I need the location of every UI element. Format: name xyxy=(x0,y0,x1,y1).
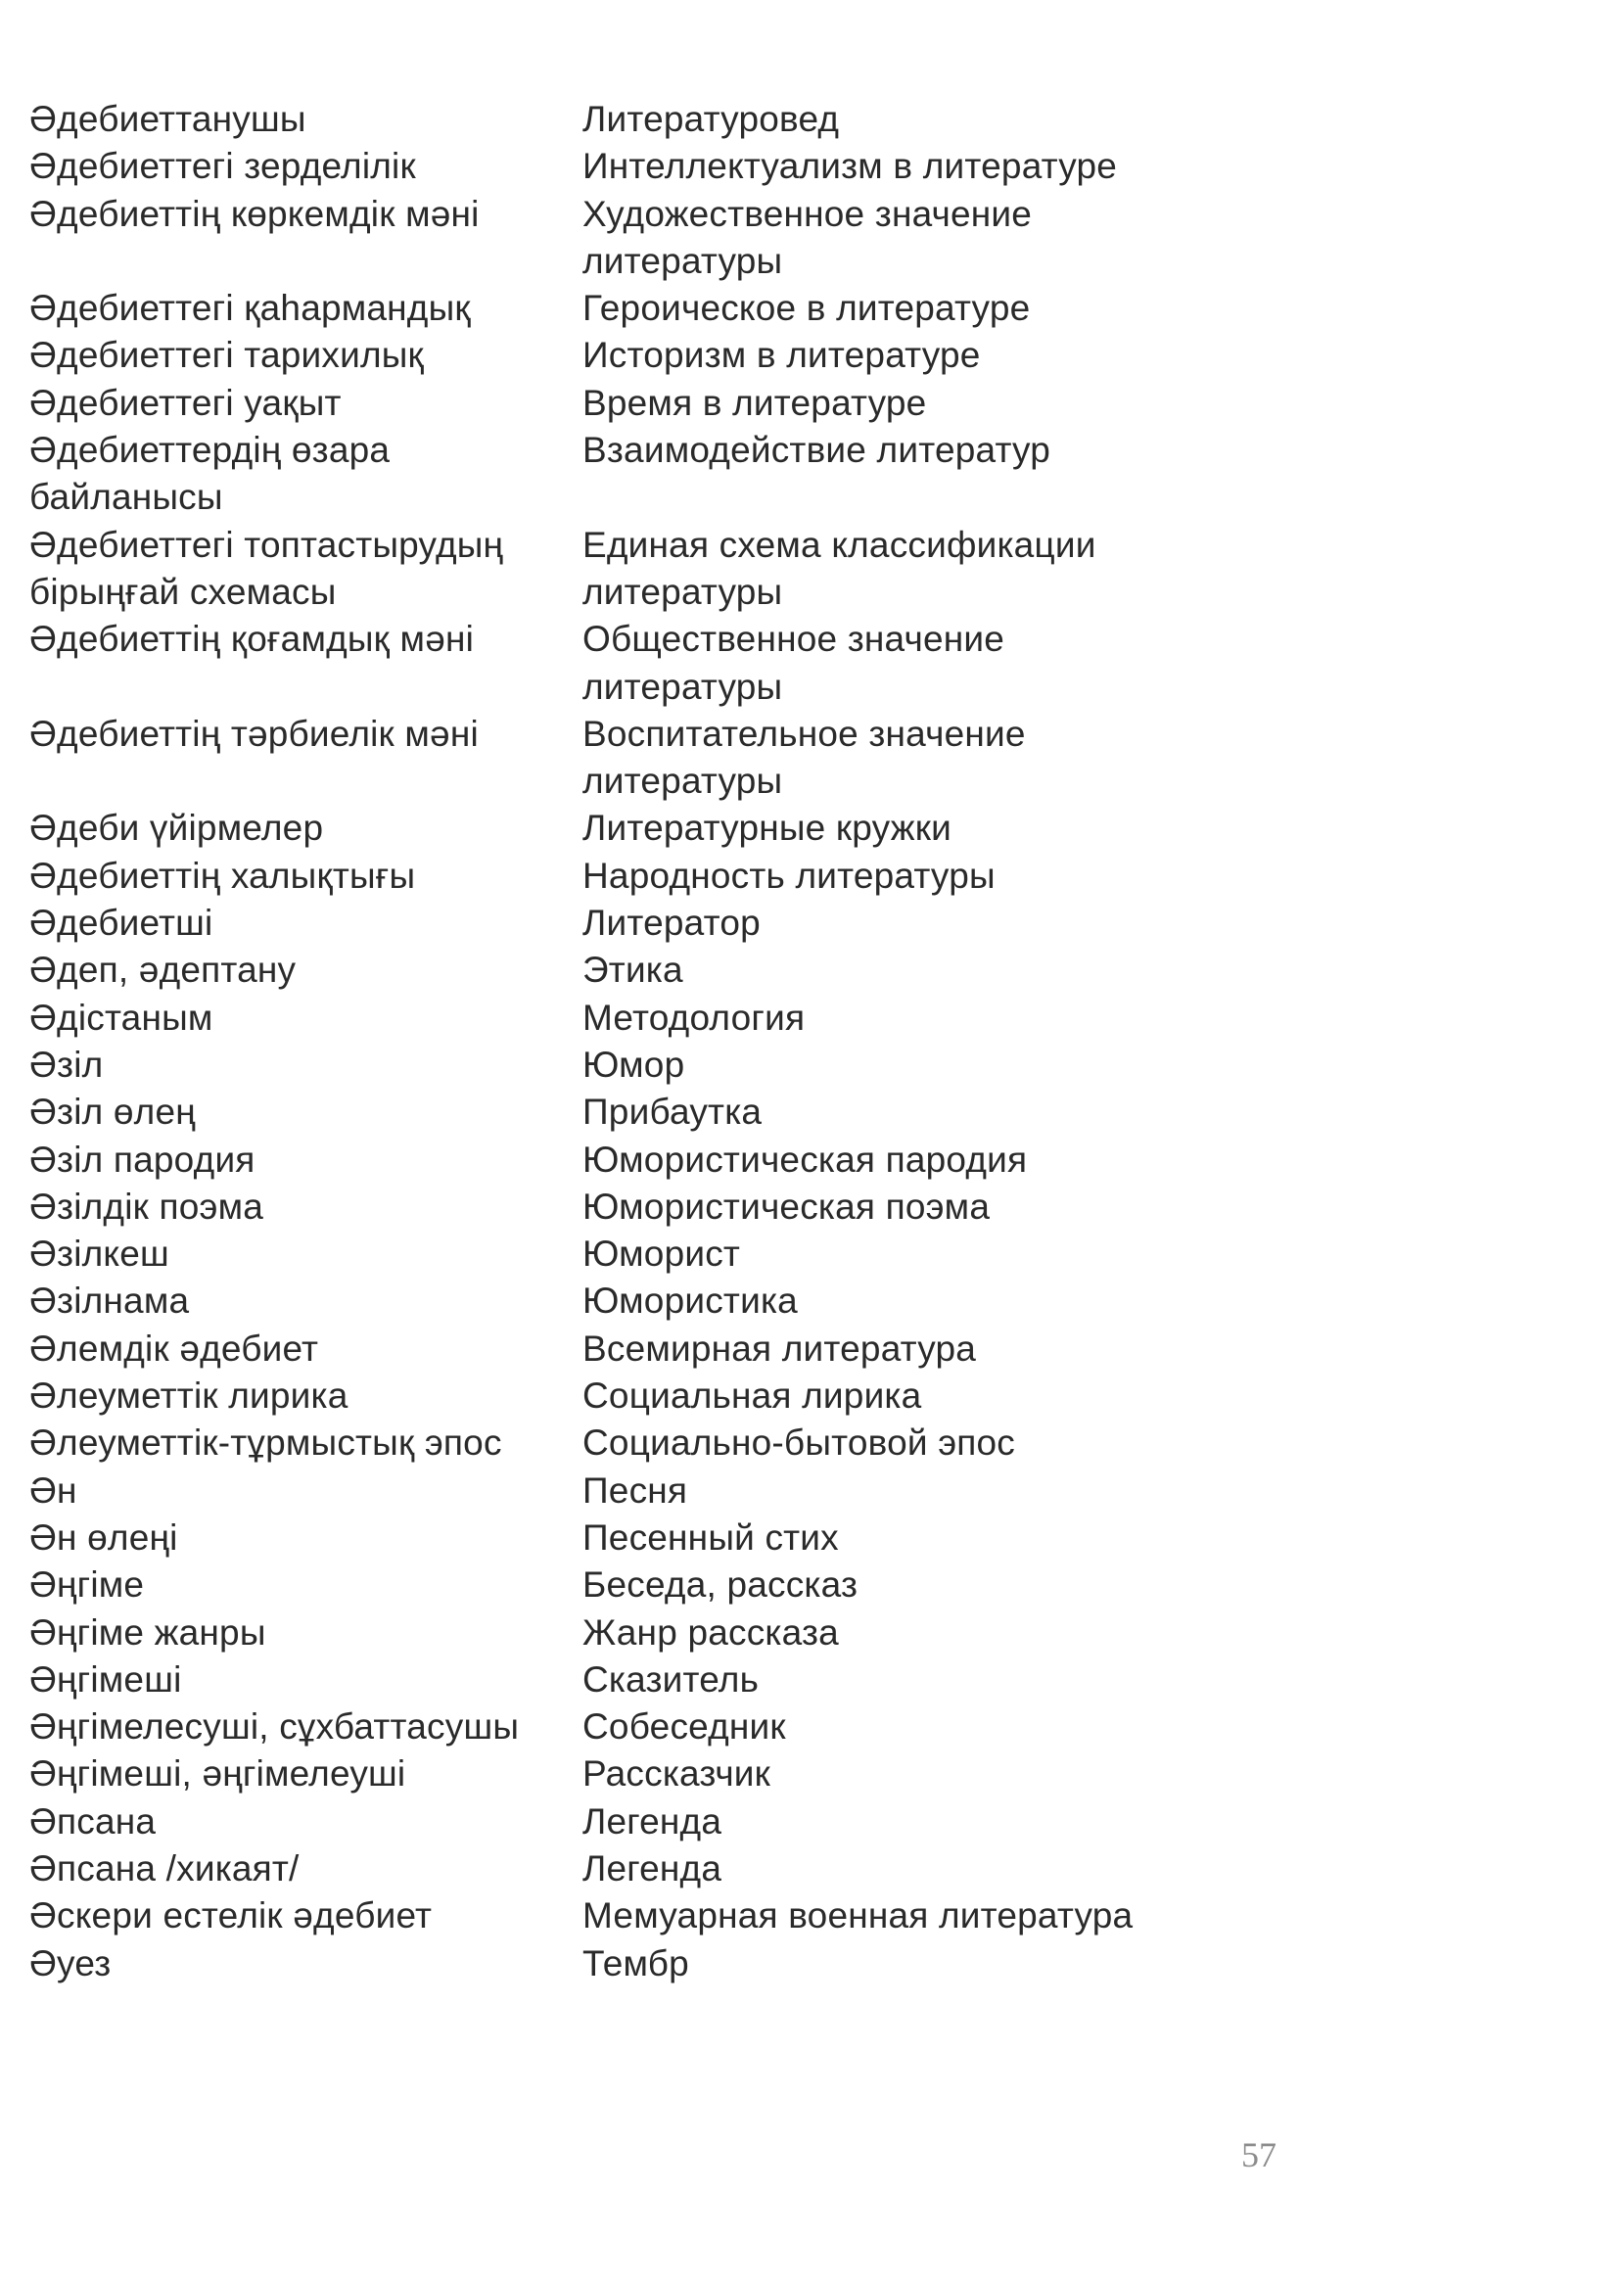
russian-translation: Легенда xyxy=(582,1847,722,1889)
glossary-entry xyxy=(29,1798,1224,1845)
kazakh-term: Әдістаным xyxy=(29,997,213,1038)
glossary-entry xyxy=(29,1137,1224,1184)
glossary-entry xyxy=(29,995,1224,1042)
kazakh-term: Әдебиеттегі зерделілік xyxy=(29,146,416,187)
russian-translation: Воспитательное значение литературы xyxy=(582,713,1026,802)
russian-translation: Общественное значение литературы xyxy=(582,619,1005,707)
kazakh-term: Әңгімелесуші, сұхбаттасушы xyxy=(29,1706,520,1748)
kazakh-term: Әдебиеттің көркемдік мәні xyxy=(29,193,480,234)
kazakh-term: Әдебиеттердің өзара байланысы xyxy=(29,430,391,518)
kazakh-term: Әпсана xyxy=(29,1800,157,1842)
glossary-entry xyxy=(29,947,1224,994)
kazakh-term: Әзілкеш xyxy=(29,1234,169,1275)
glossary-entry xyxy=(29,616,1224,711)
kazakh-term: Әдебиеттің қоғамдық мәні xyxy=(29,619,475,660)
kazakh-term: Әзіл өлең xyxy=(29,1092,196,1133)
russian-translation: Собеседник xyxy=(582,1706,786,1748)
kazakh-term: Әдебиеттегі қаһармандық xyxy=(29,288,471,329)
russian-translation: Интеллектуализм в литературе xyxy=(582,146,1118,187)
russian-translation: Единая схема классификации литературы xyxy=(582,524,1096,612)
russian-translation: Взаимодействие литератур xyxy=(582,430,1051,471)
glossary-entry xyxy=(29,427,1224,522)
kazakh-term: Әдебиетші xyxy=(29,903,213,944)
russian-translation: Мемуарная военная литература xyxy=(582,1895,1134,1936)
glossary-entry xyxy=(29,1892,1224,1939)
kazakh-term: Әдебиеттегі уақыт xyxy=(29,382,342,423)
kazakh-term: Әзіл xyxy=(29,1044,104,1085)
kazakh-term: Әдебиеттің халықтығы xyxy=(29,855,416,896)
glossary-entry xyxy=(29,711,1224,806)
russian-translation: Юмористическая поэма xyxy=(582,1186,991,1227)
russian-translation: Историзм в литературе xyxy=(582,335,981,376)
glossary-entry xyxy=(29,805,1224,852)
kazakh-term: Әзілдік поэма xyxy=(29,1186,263,1227)
page-number: 57 xyxy=(1241,2135,1276,2174)
russian-translation: Рассказчик xyxy=(582,1753,771,1795)
glossary-list xyxy=(29,96,1224,1987)
glossary-entry xyxy=(29,900,1224,947)
kazakh-term: Әдебиеттанушы xyxy=(29,99,306,139)
russian-translation: Юмористика xyxy=(582,1281,798,1322)
glossary-entry xyxy=(29,522,1224,617)
kazakh-term: Әскери естелік әдебиет xyxy=(29,1895,433,1936)
russian-translation: Методология xyxy=(582,997,806,1038)
glossary-entry xyxy=(29,380,1224,427)
kazakh-term: Әзіл пародия xyxy=(29,1139,255,1180)
glossary-entry xyxy=(29,1373,1224,1420)
glossary-entry xyxy=(29,1845,1224,1892)
russian-translation: Социальная лирика xyxy=(582,1376,922,1417)
glossary-entry xyxy=(29,191,1224,286)
glossary-entry xyxy=(29,285,1224,332)
glossary-entry xyxy=(29,1089,1224,1136)
glossary-entry xyxy=(29,332,1224,379)
glossary-entry xyxy=(29,1420,1224,1467)
glossary-entry xyxy=(29,1231,1224,1278)
glossary-entry xyxy=(29,96,1224,143)
kazakh-term: Әлемдік әдебиет xyxy=(29,1328,319,1369)
russian-translation: Всемирная литература xyxy=(582,1328,977,1369)
kazakh-term: Әңгімеші, әңгімелеуші xyxy=(29,1753,406,1795)
glossary-entry xyxy=(29,1042,1224,1089)
kazakh-term: Әдебиеттегі тарихилық xyxy=(29,335,424,376)
russian-translation: Сказитель xyxy=(582,1658,760,1700)
russian-translation: Литературовед xyxy=(582,99,840,139)
kazakh-term: Әңгіме жанры xyxy=(29,1611,266,1653)
kazakh-term: Әуез xyxy=(29,1942,112,1983)
kazakh-term: Әпсана /хикаят/ xyxy=(29,1847,300,1889)
russian-translation: Литератор xyxy=(582,903,761,944)
kazakh-term: Әдебиеттегі топтастырудың бірыңғай схемасы xyxy=(29,524,504,612)
glossary-entry xyxy=(29,1515,1224,1562)
kazakh-term: Әдеп, әдептану xyxy=(29,950,297,991)
glossary-entry xyxy=(29,143,1224,190)
russian-translation: Песенный стих xyxy=(582,1516,839,1558)
russian-translation: Юморист xyxy=(582,1234,741,1275)
glossary-entry xyxy=(29,1468,1224,1515)
kazakh-term: Әңгімеші xyxy=(29,1658,182,1700)
russian-translation: Прибаутка xyxy=(582,1092,763,1133)
kazakh-term: Әлеуметтік-тұрмыстық эпос xyxy=(29,1422,502,1464)
glossary-entry xyxy=(29,1656,1224,1703)
russian-translation: Социально-бытовой эпос xyxy=(582,1422,1015,1464)
kazakh-term: Әдеби үйірмелер xyxy=(29,808,324,849)
russian-translation: Время в литературе xyxy=(582,382,927,423)
glossary-entry xyxy=(29,1609,1224,1656)
russian-translation: Беседа, рассказ xyxy=(582,1564,858,1606)
russian-translation: Художественное значение литературы xyxy=(582,193,1033,281)
glossary-entry xyxy=(29,1562,1224,1609)
kazakh-term: Әлеуметтік лирика xyxy=(29,1376,348,1417)
kazakh-term: Әзілнама xyxy=(29,1281,190,1322)
kazakh-term: Ән xyxy=(29,1469,77,1511)
russian-translation: Героическое в литературе xyxy=(582,288,1031,329)
glossary-entry xyxy=(29,1184,1224,1231)
glossary-entry xyxy=(29,1703,1224,1750)
kazakh-term: Әдебиеттің тәрбиелік мәні xyxy=(29,713,479,754)
russian-translation: Тембр xyxy=(582,1942,689,1983)
russian-translation: Песня xyxy=(582,1469,688,1511)
kazakh-term: Әңгіме xyxy=(29,1564,145,1606)
russian-translation: Этика xyxy=(582,950,683,991)
russian-translation: Юмористическая пародия xyxy=(582,1139,1028,1180)
glossary-entry xyxy=(29,1278,1224,1325)
russian-translation: Литературные кружки xyxy=(582,808,951,849)
kazakh-term: Ән өлеңі xyxy=(29,1516,178,1558)
russian-translation: Жанр рассказа xyxy=(582,1611,839,1653)
russian-translation: Юмор xyxy=(582,1044,685,1085)
russian-translation: Народность литературы xyxy=(582,855,996,896)
glossary-entry xyxy=(29,1326,1224,1373)
glossary-entry xyxy=(29,853,1224,900)
glossary-entry xyxy=(29,1940,1224,1987)
glossary-entry xyxy=(29,1750,1224,1797)
russian-translation: Легенда xyxy=(582,1800,722,1842)
